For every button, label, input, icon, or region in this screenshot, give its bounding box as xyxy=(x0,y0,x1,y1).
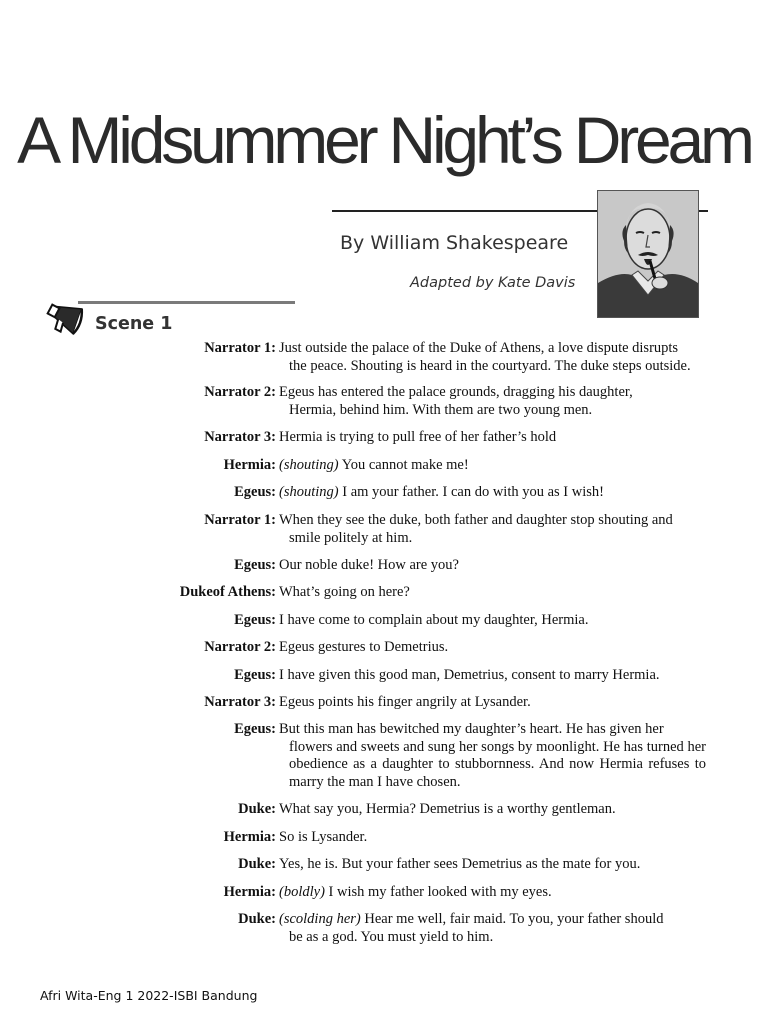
stage-direction: (boldly) xyxy=(279,884,325,900)
document-title: A Midsummer Night’s Dream xyxy=(17,103,751,177)
stage-direction: (scolding her) xyxy=(279,911,361,927)
speaker-name: Narrator 1: xyxy=(204,512,276,528)
speaker-name: Hermia: xyxy=(223,884,276,900)
line-text: Egeus has entered the palace grounds, dragging his daughter, Hermia, behind him. With them are two young men. xyxy=(279,384,633,418)
speaker-name: Duke: xyxy=(238,856,276,872)
speaker-name: Hermia: xyxy=(223,457,276,473)
scene-heading: Scene 1 xyxy=(95,314,173,334)
line-text: What say you, Hermia? Demetrius is a worthy gentleman. xyxy=(279,801,616,817)
megaphone-icon xyxy=(46,298,92,338)
dialogue-line xyxy=(170,584,709,602)
dialogue-line xyxy=(170,557,709,575)
dialogue-line xyxy=(170,801,709,819)
line-text: (scolding her) Hear me well, fair maid. To you, your father should be as a god. You must yield to him. xyxy=(279,911,664,945)
line-text: What’s going on here? xyxy=(279,584,410,600)
line-text: Just outside the palace of the Duke of Athens, a love dispute disrupts the peace. Shouting is heard in the courtyard. The duke steps outside. xyxy=(279,340,691,374)
dialogue-line xyxy=(170,694,709,712)
speaker-name: Dukeof Athens: xyxy=(179,584,276,600)
dialogue-line xyxy=(170,911,709,946)
scene-divider xyxy=(78,301,295,304)
line-text: Yes, he is. But your father sees Demetrius as the mate for you. xyxy=(279,856,641,872)
line-text: I have given this good man, Demetrius, consent to marry Hermia. xyxy=(279,667,660,683)
shakespeare-portrait xyxy=(597,190,699,318)
speaker-name: Egeus: xyxy=(234,667,276,683)
speaker-name: Duke: xyxy=(238,911,276,927)
line-text: Egeus gestures to Demetrius. xyxy=(279,639,449,655)
speaker-name: Duke: xyxy=(238,801,276,817)
dialogue-line xyxy=(170,639,709,657)
author-byline: By William Shakespeare xyxy=(340,232,569,254)
speaker-name: Egeus: xyxy=(234,721,276,737)
speaker-name: Egeus: xyxy=(234,612,276,628)
line-text: (shouting) You cannot make me! xyxy=(279,457,469,473)
speaker-name: Narrator 2: xyxy=(204,384,276,400)
dialogue-line xyxy=(170,457,709,475)
dialogue-line xyxy=(170,612,709,630)
dialogue-line xyxy=(170,721,709,791)
line-text: (shouting) I am your father. I can do with you as I wish! xyxy=(279,484,604,500)
speaker-name: Narrator 3: xyxy=(204,429,276,445)
line-text: So is Lysander. xyxy=(279,829,368,845)
dialogue-line xyxy=(170,856,709,874)
dialogue-line xyxy=(170,667,709,685)
dialogue-line xyxy=(170,429,709,447)
dialogue-line xyxy=(170,340,709,375)
line-text: Hermia is trying to pull free of her father’s hold xyxy=(279,429,557,445)
speaker-name: Egeus: xyxy=(234,557,276,573)
dialogue-line xyxy=(170,484,709,502)
dialogue-line xyxy=(170,512,709,547)
line-text: But this man has bewitched my daughter’s heart. He has given her flowers and sweets and sung her songs by moonlight. He has turned her obedience as a daughter to stubbornness. And now Hermia refuses to marry the man I have chosen. xyxy=(279,721,706,790)
page-footer: Afri Wita-Eng 1 2022-ISBI Bandung xyxy=(40,988,258,1003)
dialogue-line xyxy=(170,829,709,847)
dialogue-line xyxy=(170,884,709,902)
speaker-name: Egeus: xyxy=(234,484,276,500)
adapter-credit: Adapted by Kate Davis xyxy=(410,275,576,291)
speaker-name: Narrator 1: xyxy=(204,340,276,356)
line-text: When they see the duke, both father and daughter stop shouting and smile politely at him. xyxy=(279,512,673,546)
line-text: (boldly) I wish my father looked with my eyes. xyxy=(279,884,552,900)
line-text: I have come to complain about my daughter, Hermia. xyxy=(279,612,589,628)
speaker-name: Narrator 3: xyxy=(204,694,276,710)
stage-direction: (shouting) xyxy=(279,484,339,500)
stage-direction: (shouting) xyxy=(279,457,339,473)
line-text: Egeus points his finger angrily at Lysander. xyxy=(279,694,531,710)
dialogue-line xyxy=(170,384,709,419)
line-text: Our noble duke! How are you? xyxy=(279,557,459,573)
speaker-name: Narrator 2: xyxy=(204,639,276,655)
speaker-name: Hermia: xyxy=(223,829,276,845)
